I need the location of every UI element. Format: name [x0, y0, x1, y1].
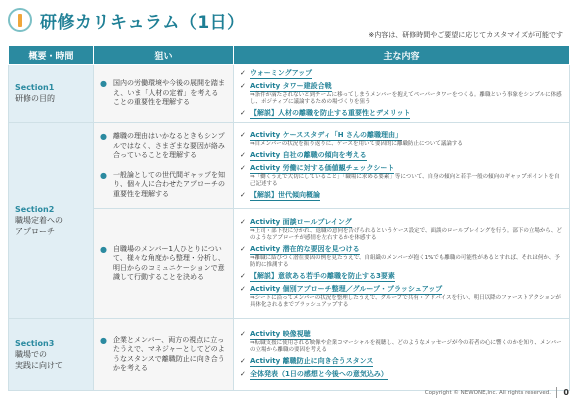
content-item: ✓ Activity 離職防止に向き合うスタンス: [240, 356, 374, 365]
content-item: ✓ Activity 労働に対する価値観チェックシート: [240, 163, 395, 172]
section1-contents-cell: [234, 65, 570, 123]
content-sub: ⇒シートに沿ってメンバーの状況を整理したうえで、グループで共有・アドバイスを行い、明日以降のファーストアクションが具体化されるまでブラッシュアップする: [250, 295, 561, 308]
section2-cell: [9, 123, 94, 319]
section1-cell: [9, 65, 94, 123]
header-aim: 狙い: [94, 46, 234, 65]
section3-row: [9, 319, 570, 391]
content-sub: ⇒離職に結びつく潜在要因の例を見たうえで、自組織のメンバーが抱く1%でも離職の可能性があるとすれば、それは何か、予防的に推測する: [250, 255, 560, 268]
section2a-contents-cell: [234, 123, 570, 209]
section2a-aim-cell: [94, 123, 234, 209]
aim-item: ● 一般論としての世代間ギャップを知り、個々人に合わせたアプローチの重要性を理解する: [100, 170, 225, 198]
content-item: ✓ 【解説】人材の離職を防止する重要性とデメリット: [240, 108, 411, 117]
table-header-row: [9, 46, 570, 65]
section2b-aim-cell: [94, 209, 234, 319]
section3-cell: [9, 319, 94, 391]
aim-item: ● 自職場のメンバー1人ひとりについて、様々な角度から整理・分析し、明日からのコミュニケーションで意識して行動することを決める: [100, 244, 225, 281]
section1-aim-cell: [94, 65, 234, 123]
content-item: ✓ 【解説】意欲ある若手の離職を防止する3要素: [240, 272, 395, 280]
section3-id: Section3: [15, 338, 55, 348]
content-item: ✓ Activity 潜在的な要因を見つける: [240, 245, 360, 253]
section2-name: 職場定着への アプローチ: [15, 215, 63, 236]
content-item: ✓ Activity タワー建設合戦: [240, 81, 332, 90]
logo-bar: [18, 14, 22, 27]
content-item: ✓ Activity 映像視聴: [240, 329, 311, 338]
logo: [8, 8, 32, 32]
content-item: ✓ 全体発表（1日の感想と今後への意気込み）: [240, 369, 388, 378]
section1-id: Section1: [15, 83, 55, 92]
aim-item: ● 国内の労働環境や今後の展開を踏まえ、いま「人材の定着」を考えることの重要性を理解する: [100, 79, 225, 107]
content-sub: ⇒転職支援に使用される映像や企業コマーシャルを視聴し、どのようなメッセージが今の若者の心に響くのかを知り、メンバーの立場から離職の要因を考える: [250, 339, 562, 353]
page-title: 研修カリキュラム（1日）: [40, 13, 245, 33]
section2-id: Section2: [15, 204, 55, 214]
section2-row-a: [9, 123, 570, 209]
footer-divider: [556, 387, 557, 398]
curriculum-table: [8, 45, 570, 391]
content-item: ✓ Activity ケーススタディ「H さんの離職理由」: [240, 130, 403, 139]
content-item: ✓ Activity 自社の離職の傾向を考える: [240, 150, 367, 159]
section3-name: 職場での 実践に向けて: [15, 349, 63, 370]
content-item: ✓ Activity 個別アプローチ整理／グループ・ブラッシュアップ: [240, 285, 443, 293]
content-sub: ⇒「働くうえで大切にしていること」「職場に求める要素」等について、自身の傾向と若手一般の傾向のギャップポイントを自己記述する: [250, 173, 560, 187]
header-overview: 概要・時間: [9, 46, 94, 65]
copyright: Copyright © NEWONE,Inc. All rights reserved.: [424, 390, 551, 396]
page-number: 0: [563, 388, 569, 397]
section2-row-b: [9, 209, 570, 319]
customization-note: ※内容は、研修時間やご要望に応じてカスタマイズが可能です: [368, 31, 563, 39]
content-item: ✓ ウォーミングアップ: [240, 68, 313, 77]
content-sub: ⇒条件が満たされないと到チームに移ってしまうメンバーを抱えてペーパータワーをつくる。離職という事象をシンプルに体感し、ポジティブに議論するための場づくりを狙う: [250, 91, 562, 105]
content-item: ✓ Activity 面談ロールプレイング: [240, 218, 352, 226]
content-sub: ⇒上司・部下役に分かれ、退職の意向を告げられるというケース設定で、面談のロールプレイングを行う。部下の立場から、どのようなアプローチが感情を左右するかを体感する: [250, 228, 562, 241]
section1-row: [9, 65, 570, 123]
section2b-contents-cell: [234, 209, 570, 319]
section3-contents-cell: [234, 319, 570, 391]
aim-item: ● 離職の理由はいかなるときもシンプルではなく、さまざまな要因が絡み合っていることを理解する: [100, 132, 225, 159]
section3-aim-cell: [94, 319, 234, 391]
content-item: ✓ 【解説】世代傾向概論: [240, 190, 320, 199]
content-sub: ⇒自メンバーの状況を振り返りに、ケースを用いて要因的に離職防止について議論する: [250, 140, 463, 147]
aim-item: ● 企業とメンバー、両方の視点に立ったうえで、マネジャーとしてどのようなスタンスで離職防止に向き合うかを考える: [100, 335, 225, 372]
section1-name: 研修の目的: [15, 94, 55, 103]
header-contents: 主な内容: [234, 46, 570, 65]
